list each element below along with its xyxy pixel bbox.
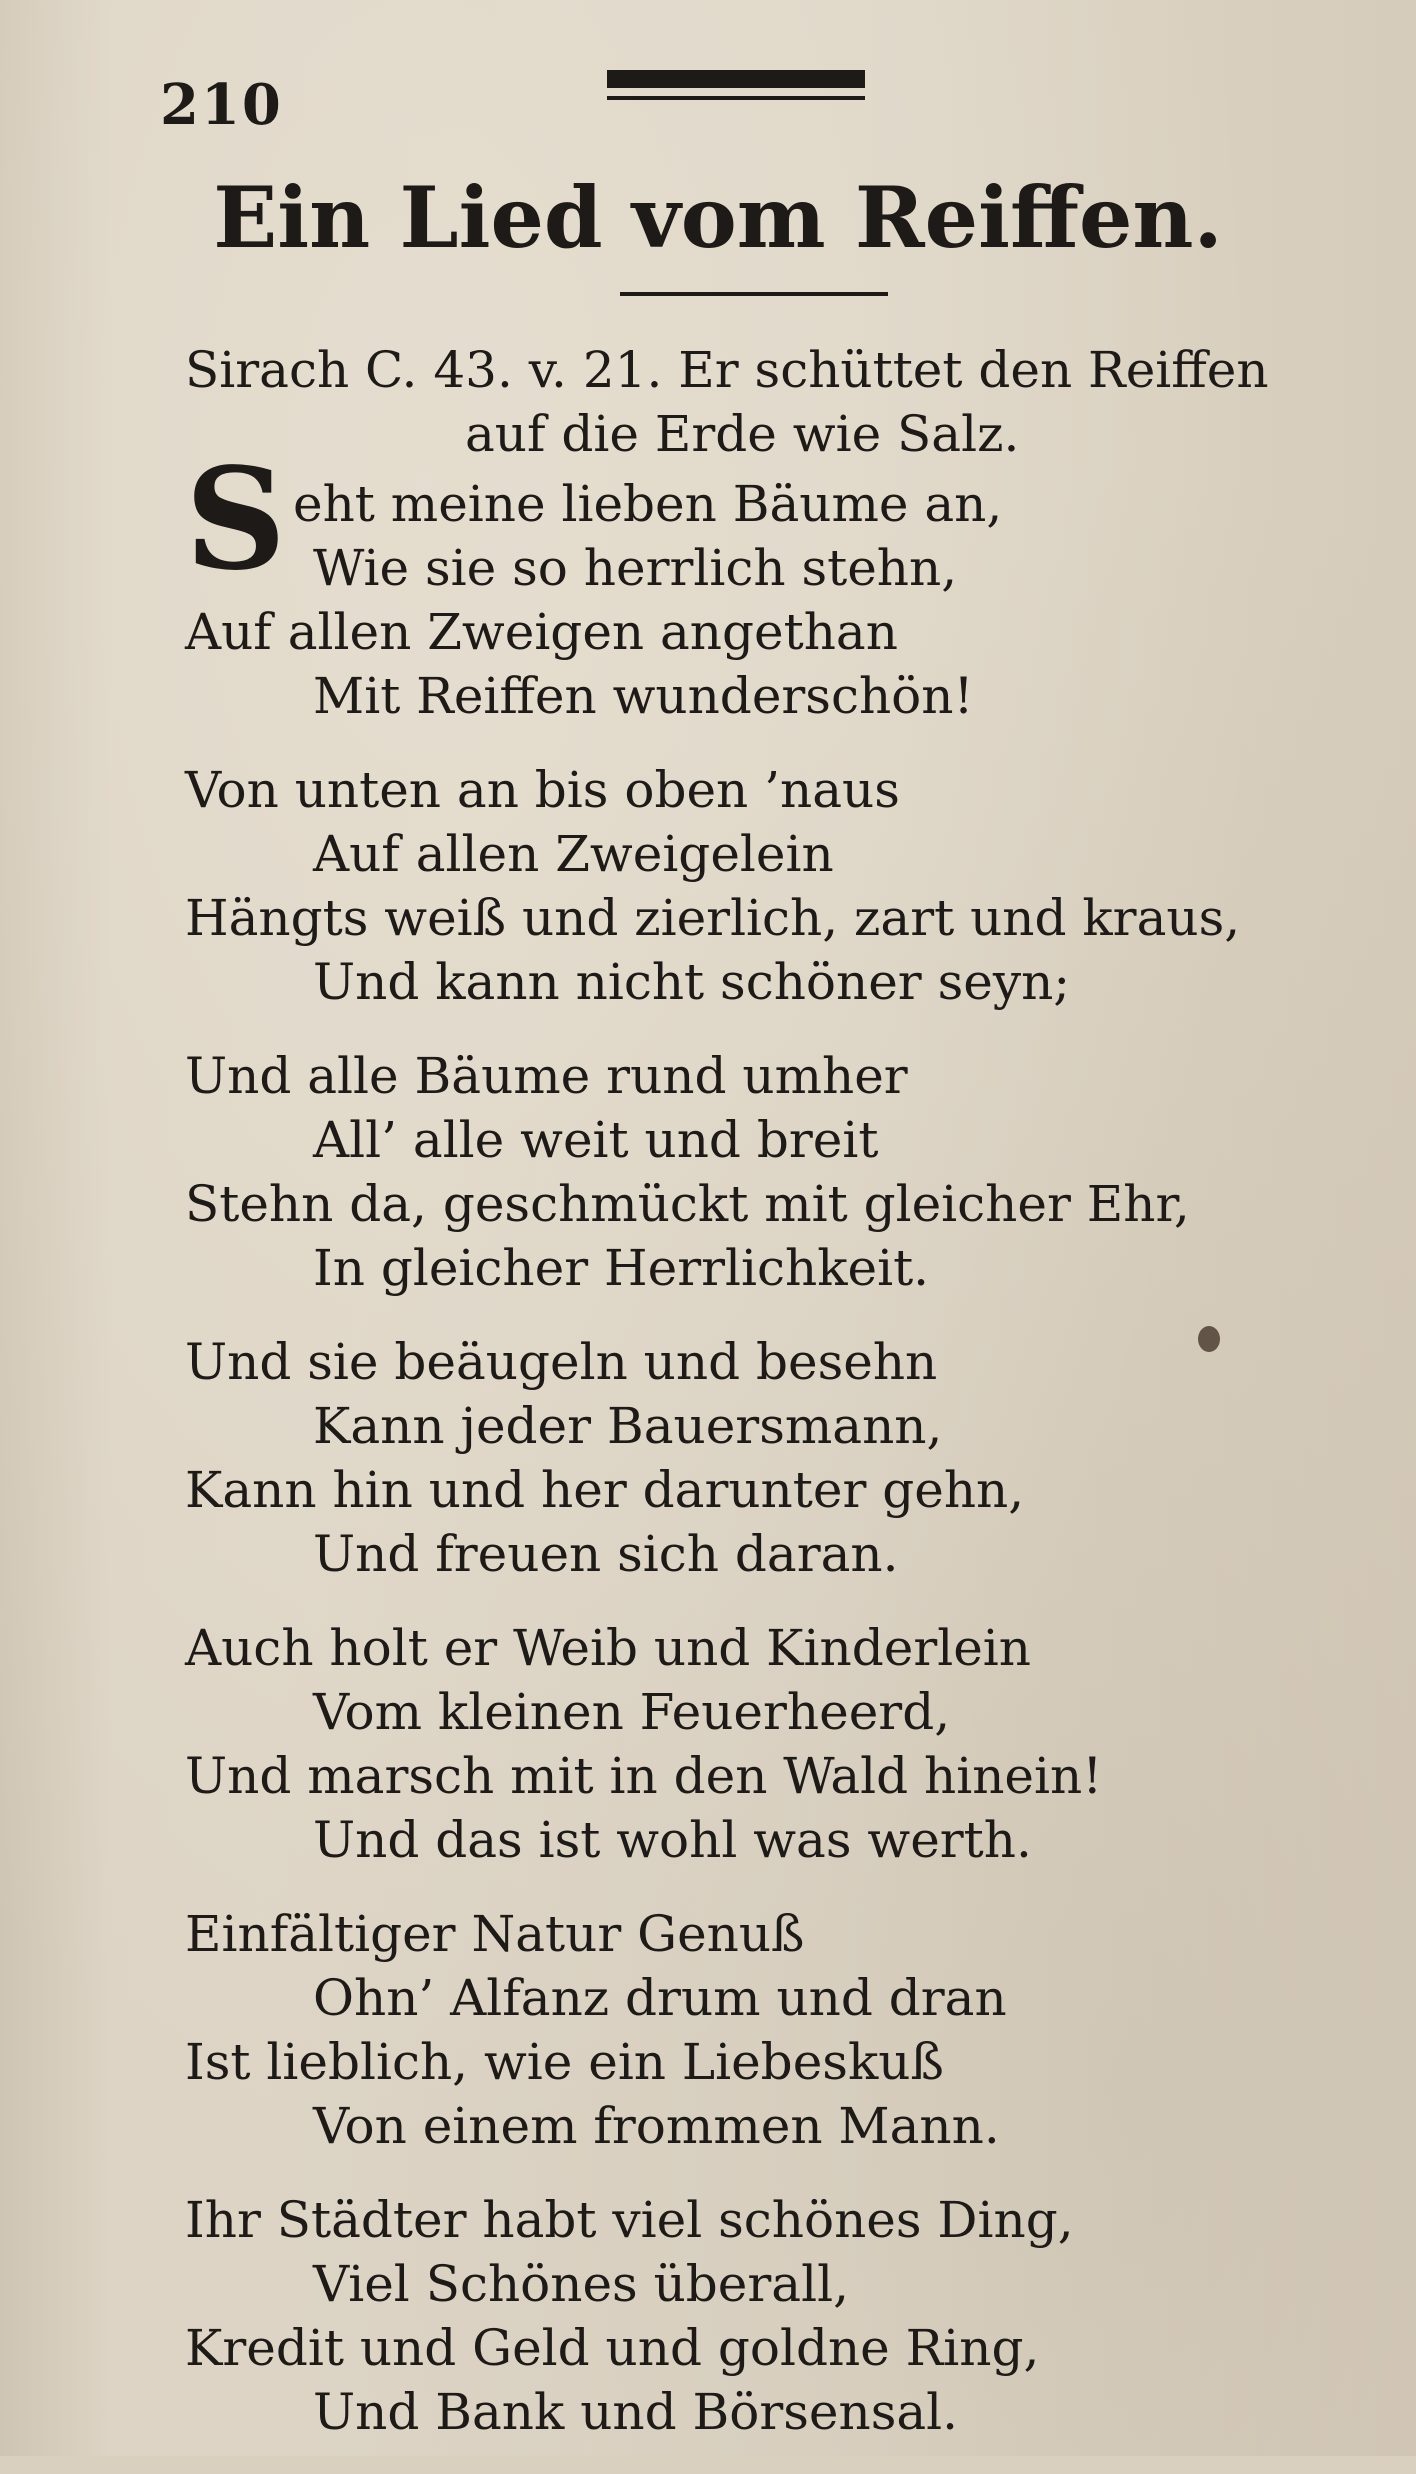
verse-line: Wie sie so herrlich stehn, (313, 539, 958, 597)
verse-line: Auch holt er Weib und Kinderlein (185, 1619, 1031, 1677)
stanza-4 (185, 1330, 1305, 1586)
verse-line: Einfältiger Natur Genuß (185, 1905, 805, 1963)
verse-line: Auf allen Zweigelein (313, 825, 834, 883)
verse-line: Und sie beäugeln und besehn (185, 1333, 938, 1391)
verse-line: Kredit und Geld und goldne Ring, (185, 2319, 1040, 2377)
verse-line: Stehn da, geschmückt mit gleicher Ehr, (185, 1175, 1190, 1233)
verse-line: Vom kleinen Feuerheerd, (313, 1683, 951, 1741)
stanza-1 (185, 438, 1305, 728)
page-number: 210 (160, 72, 283, 138)
stanza-2 (185, 758, 1305, 1014)
drop-cap: S (185, 438, 287, 602)
verse-line: Und freuen sich daran. (313, 1525, 899, 1583)
verse-line: Und alle Bäume rund umher (185, 1047, 908, 1105)
verse-line: Kann hin und her darunter gehn, (185, 1461, 1025, 1519)
stanza-7 (185, 2188, 1305, 2444)
verse-line: Ohn’ Alfanz drum und dran (313, 1969, 1007, 2027)
header-rule-underline (607, 96, 865, 100)
epigraph-line: auf die Erde wie Salz. (465, 405, 1020, 463)
stanza-6 (185, 1902, 1305, 2158)
verse-line: Mit Reiffen wunderschön! (313, 667, 974, 725)
verse-line: Auf allen Zweigen angethan (185, 603, 898, 661)
verse-line: Ihr Städter habt viel schönes Ding, (185, 2191, 1074, 2249)
header-rule (607, 70, 865, 88)
verse-line: In gleicher Herrlichkeit. (313, 1239, 930, 1297)
verse-line: Und Bank und Börsensal. (313, 2383, 959, 2441)
paper-stain (1198, 1326, 1220, 1352)
verse-line: Und das ist wohl was werth. (313, 1811, 1032, 1869)
stanza-3 (185, 1044, 1305, 1300)
poem-title: Ein Lied vom Reiffen. (213, 168, 1223, 267)
verse-line: Von einem frommen Mann. (313, 2097, 1000, 2155)
verse-line: Und marsch mit in den Wald hinein! (185, 1747, 1103, 1805)
verse-text: eht meine lieben Bäume an, (293, 475, 1003, 533)
verse-line: Viel Schönes überall, (313, 2255, 849, 2313)
title-rule (620, 292, 888, 296)
epigraph (185, 338, 1315, 466)
stanza-5 (185, 1616, 1305, 1872)
poem-body (185, 438, 1305, 2474)
epigraph-line: Sirach C. 43. v. 21. Er schüttet den Reiffen (185, 341, 1269, 399)
verse-line: Hängts weiß und zierlich, zart und kraus, (185, 889, 1241, 947)
verse-line: Ist lieblich, wie ein Liebeskuß (185, 2033, 944, 2091)
verse-line: Kann jeder Bauersmann, (313, 1397, 943, 1455)
verse-line: Von unten an bis oben ’naus (185, 761, 900, 819)
verse-line: Und kann nicht schöner seyn; (313, 953, 1071, 1011)
verse-line: All’ alle weit und breit (313, 1111, 879, 1169)
